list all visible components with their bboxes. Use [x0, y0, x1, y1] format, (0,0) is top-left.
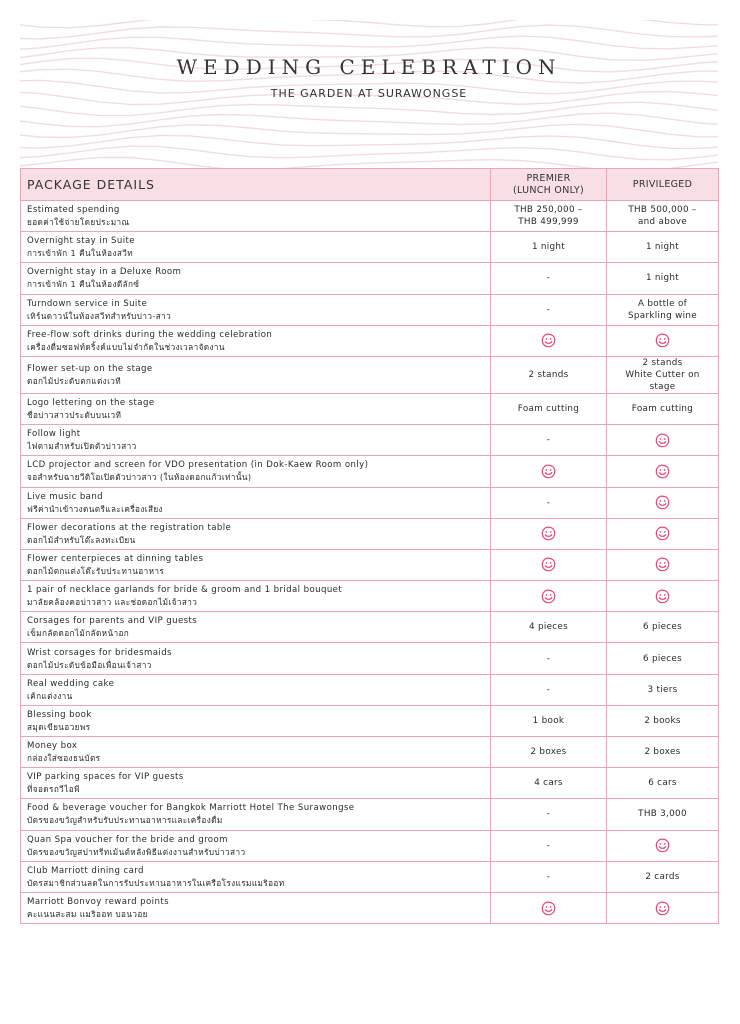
item-label-th: บัตรสมาชิกส่วนลดในการรับประทานอาหารในเครือโรงแรมแมริออท	[27, 877, 285, 888]
item-label-th: เครื่องดื่มซอฟท์ดริ้งค์แบบไม่จำกัดในช่วงเวลาจัดงาน	[27, 341, 225, 352]
premier-value: -	[491, 861, 607, 892]
item-label-th: บัตรของขวัญสปาทรีทเม้นต์หลังพิธีแต่งงานสำหรับบ่าวสาว	[27, 846, 246, 857]
premier-value: 2 stands	[491, 356, 607, 393]
privileged-value: 3 tiers	[607, 674, 719, 705]
table-row	[21, 393, 719, 424]
item-label-th: ดอกไม้ตกแต่งโต๊ะรับประทานอาหาร	[27, 565, 165, 576]
premier-value	[491, 518, 607, 549]
smiley-icon	[541, 526, 556, 541]
package-item	[21, 232, 491, 263]
header-banner	[20, 20, 718, 168]
header-package-details: PACKAGE DETAILS	[21, 169, 491, 201]
item-label-en: LCD projector and screen for VDO presentation (in Dok-Kaew Room only)	[27, 460, 369, 471]
table-row	[21, 425, 719, 456]
privileged-value	[607, 518, 719, 549]
smiley-icon	[655, 526, 670, 541]
smiley-icon	[655, 464, 670, 479]
package-item	[21, 861, 491, 892]
premier-value: 4 pieces	[491, 612, 607, 643]
item-label-en: Free-flow soft drinks during the wedding celebration	[27, 329, 273, 340]
item-label-en: Overnight stay in a Deluxe Room	[27, 267, 182, 278]
item-label-th: กล่องใส่ซองธนบัตร	[27, 753, 101, 764]
privileged-value: 2 books	[607, 705, 719, 736]
package-item	[21, 356, 491, 393]
header-premier: PREMIER (LUNCH ONLY)	[491, 169, 607, 201]
item-label-th: การเข้าพัก 1 คืนในห้องสวีท	[27, 248, 134, 259]
item-label-th: ยอดค่าใช้จ่ายโดยประมาณ	[27, 217, 130, 228]
table-row	[21, 830, 719, 861]
table-row	[21, 674, 719, 705]
privileged-value: 6 cars	[607, 768, 719, 799]
item-label-en: Club Marriott dining card	[27, 865, 144, 876]
smiley-icon	[655, 557, 670, 572]
table-row	[21, 456, 719, 487]
privileged-value	[607, 830, 719, 861]
privileged-value	[607, 581, 719, 612]
table-row	[21, 581, 719, 612]
package-item	[21, 674, 491, 705]
smiley-icon	[655, 589, 670, 604]
smiley-icon	[655, 495, 670, 510]
privileged-value	[607, 325, 719, 356]
smiley-icon	[541, 557, 556, 572]
premier-value	[491, 581, 607, 612]
table-row	[21, 356, 719, 393]
page-subtitle: THE GARDEN AT SURAWONGSE	[270, 87, 468, 100]
item-label-en: Overnight stay in Suite	[27, 236, 135, 247]
smiley-icon	[541, 333, 556, 348]
smiley-icon	[655, 901, 670, 916]
item-label-th: ดอกไม้ประดับตกแต่งเวที	[27, 375, 122, 386]
table-row	[21, 518, 719, 549]
item-label-th: การเข้าพัก 1 คืนในห้องดีลักซ์	[27, 279, 140, 290]
table-row	[21, 768, 719, 799]
package-item	[21, 830, 491, 861]
item-label-en: 1 pair of necklace garlands for bride & groom and 1 bridal bouquet	[27, 585, 343, 596]
privileged-value: THB 500,000 – and above	[607, 201, 719, 232]
table-row	[21, 643, 719, 674]
package-item	[21, 201, 491, 232]
table-header-row	[21, 169, 719, 201]
privileged-value: 6 pieces	[607, 643, 719, 674]
item-label-en: Marriott Bonvoy reward points	[27, 897, 169, 908]
item-label-en: Turndown service in Suite	[27, 298, 148, 309]
premier-value: -	[491, 425, 607, 456]
item-label-th: ดอกไม้ประดับข้อมือเพื่อนเจ้าสาว	[27, 659, 152, 670]
item-label-th: จอสำหรับฉายวีดิโอเปิดตัวบ่าวสาว (ในห้องดอกแก้วเท่านั้น)	[27, 472, 252, 483]
privileged-value: 2 stands White Cutter on stage	[607, 356, 719, 393]
item-label-th: เข็มกลัดดอกไม้กลัดหน้าอก	[27, 628, 130, 639]
package-item	[21, 705, 491, 736]
privileged-value	[607, 425, 719, 456]
premier-value: -	[491, 643, 607, 674]
item-label-th: สมุดเขียนอวยพร	[27, 721, 91, 732]
package-item	[21, 487, 491, 518]
package-item	[21, 612, 491, 643]
item-label-en: Corsages for parents and VIP guests	[27, 616, 198, 627]
wave-line	[20, 25, 718, 39]
package-item	[21, 456, 491, 487]
item-label-th: ฟรีค่านำเข้าวงดนตรีและเครื่องเสียง	[27, 503, 163, 514]
package-item	[21, 581, 491, 612]
wave-line	[20, 124, 718, 137]
premier-value: -	[491, 263, 607, 294]
package-item	[21, 393, 491, 424]
privileged-value: 2 boxes	[607, 737, 719, 768]
privileged-value: 1 night	[607, 232, 719, 263]
item-label-th: เค้กแต่งงาน	[27, 690, 73, 701]
item-label-en: Food & beverage voucher for Bangkok Marriott Hotel The Surawongse	[27, 803, 355, 814]
package-item	[21, 425, 491, 456]
smiley-icon	[655, 333, 670, 348]
premier-value: 4 cars	[491, 768, 607, 799]
table-row	[21, 325, 719, 356]
premier-value	[491, 892, 607, 923]
package-item	[21, 294, 491, 325]
item-label-th: ที่จอดรถวีไอพี	[27, 784, 80, 795]
package-item	[21, 518, 491, 549]
item-label-th: บัตรของขวัญสำหรับรับประทานอาหารและเครื่องดื่ม	[27, 815, 223, 826]
item-label-en: Estimated spending	[27, 205, 120, 216]
wave-line	[20, 157, 718, 168]
premier-value: THB 250,000 – THB 499,999	[491, 201, 607, 232]
premier-value: -	[491, 294, 607, 325]
premier-value	[491, 549, 607, 580]
table-row	[21, 549, 719, 580]
item-label-en: Money box	[27, 741, 78, 752]
premier-value: -	[491, 799, 607, 830]
package-item	[21, 799, 491, 830]
table-row	[21, 612, 719, 643]
item-label-en: Follow light	[27, 429, 81, 440]
smiley-icon	[541, 901, 556, 916]
item-label-en: Flower centerpieces at dinning tables	[27, 553, 204, 564]
package-table	[20, 168, 719, 924]
wave-line	[20, 20, 718, 28]
privileged-value: Foam cutting	[607, 393, 719, 424]
smiley-icon	[655, 433, 670, 448]
package-item	[21, 263, 491, 294]
item-label-th: ชื่อบ่าวสาวประดับบนเวที	[27, 410, 122, 421]
smiley-icon	[541, 589, 556, 604]
premier-value: Foam cutting	[491, 393, 607, 424]
premier-value: 2 boxes	[491, 737, 607, 768]
item-label-en: Real wedding cake	[27, 678, 115, 689]
table-row	[21, 487, 719, 518]
package-item	[21, 892, 491, 923]
privileged-value: A bottle of Sparkling wine	[607, 294, 719, 325]
page-title: WEDDING CELEBRATION	[176, 55, 562, 79]
premier-value	[491, 325, 607, 356]
premier-value: 1 book	[491, 705, 607, 736]
item-label-en: Live music band	[27, 491, 104, 502]
table-row	[21, 263, 719, 294]
privileged-value	[607, 456, 719, 487]
item-label-th: มาลัยคล้องคอบ่าวสาว และช่อดอกไม้เจ้าสาว	[27, 597, 198, 608]
privileged-value: THB 3,000	[607, 799, 719, 830]
privileged-value: 6 pieces	[607, 612, 719, 643]
table-row	[21, 201, 719, 232]
item-label-en: VIP parking spaces for VIP guests	[27, 772, 184, 783]
package-item	[21, 325, 491, 356]
privileged-value	[607, 487, 719, 518]
privileged-value	[607, 892, 719, 923]
privileged-value	[607, 549, 719, 580]
table-row	[21, 294, 719, 325]
item-label-en: Logo lettering on the stage	[27, 398, 155, 409]
table-row	[21, 705, 719, 736]
smiley-icon	[655, 838, 670, 853]
header-privileged: PRIVILEGED	[607, 169, 719, 201]
privileged-value: 1 night	[607, 263, 719, 294]
smiley-icon	[541, 464, 556, 479]
item-label-en: Flower decorations at the registration table	[27, 522, 232, 533]
table-row	[21, 232, 719, 263]
premier-value: -	[491, 674, 607, 705]
premier-value	[491, 456, 607, 487]
package-item	[21, 549, 491, 580]
premier-value: -	[491, 487, 607, 518]
table-row	[21, 737, 719, 768]
table-row	[21, 892, 719, 923]
item-label-th: คะแนนสะสม แมริออท บอนวอย	[27, 909, 148, 920]
package-item	[21, 737, 491, 768]
item-label-en: Quan Spa voucher for the bride and groom	[27, 834, 228, 845]
privileged-value: 2 cards	[607, 861, 719, 892]
item-label-th: ดอกไม้สำหรับโต๊ะลงทะเบียน	[27, 534, 136, 545]
item-label-en: Blessing book	[27, 709, 92, 720]
item-label-en: Wrist corsages for bridesmaids	[27, 647, 172, 658]
premier-value: 1 night	[491, 232, 607, 263]
premier-value: -	[491, 830, 607, 861]
table-row	[21, 861, 719, 892]
item-label-th: ไฟตามสำหรับเปิดตัวบ่าวสาว	[27, 441, 137, 452]
package-item	[21, 768, 491, 799]
item-label-th: เทิร์นดาวน์ในห้องสวีทสำหรับบ่าว-สาว	[27, 310, 172, 321]
item-label-en: Flower set-up on the stage	[27, 363, 153, 374]
table-row	[21, 799, 719, 830]
package-item	[21, 643, 491, 674]
